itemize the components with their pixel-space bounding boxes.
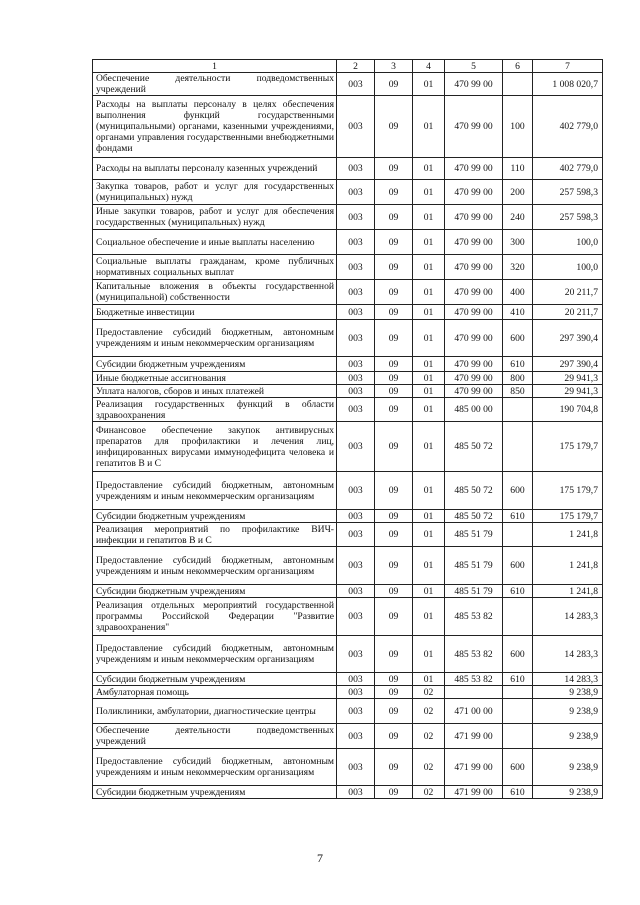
cell-expense-type: 850 — [503, 385, 533, 398]
cell-amount: 1 241,8 — [533, 585, 603, 598]
table-row — [93, 255, 603, 280]
cell-section: 09 — [375, 180, 413, 205]
cell-amount: 100,0 — [533, 230, 603, 255]
table-row — [93, 230, 603, 255]
cell-target-article — [445, 686, 503, 699]
cell-admin-code: 003 — [337, 280, 375, 305]
cell-expense-type — [503, 73, 533, 96]
cell-target-article: 470 99 00 — [445, 158, 503, 180]
cell-expense-type: 610 — [503, 510, 533, 523]
cell-admin-code: 003 — [337, 472, 375, 510]
cell-section: 09 — [375, 724, 413, 749]
cell-admin-code: 003 — [337, 636, 375, 673]
cell-subsection: 01 — [413, 205, 445, 230]
cell-description: Реализация мероприятий по профилактике ВИЧ-инфекции и гепатитов В и С — [93, 523, 337, 547]
cell-target-article: 470 99 00 — [445, 96, 503, 158]
cell-subsection: 01 — [413, 280, 445, 305]
cell-description: Социальные выплаты гражданам, кроме публичных нормативных социальных выплат — [93, 255, 337, 280]
table-row — [93, 398, 603, 422]
cell-expense-type: 200 — [503, 180, 533, 205]
cell-section: 09 — [375, 372, 413, 385]
cell-target-article: 470 99 00 — [445, 357, 503, 372]
table-row — [93, 585, 603, 598]
cell-admin-code: 003 — [337, 598, 375, 636]
cell-description: Уплата налогов, сборов и иных платежей — [93, 385, 337, 398]
cell-amount: 20 211,7 — [533, 305, 603, 320]
cell-target-article: 470 99 00 — [445, 73, 503, 96]
cell-description: Бюджетные инвестиции — [93, 305, 337, 320]
cell-description: Субсидии бюджетным учреждениям — [93, 786, 337, 799]
cell-description: Обеспечение деятельности подведомственных учреждений — [93, 73, 337, 96]
cell-amount: 257 598,3 — [533, 180, 603, 205]
cell-amount: 175 179,7 — [533, 422, 603, 472]
table-row — [93, 472, 603, 510]
cell-admin-code: 003 — [337, 749, 375, 786]
cell-target-article: 470 99 00 — [445, 205, 503, 230]
cell-subsection: 01 — [413, 422, 445, 472]
cell-subsection: 01 — [413, 510, 445, 523]
cell-target-article: 471 00 00 — [445, 699, 503, 724]
table-row — [93, 547, 603, 585]
cell-admin-code: 003 — [337, 510, 375, 523]
cell-description: Предоставление субсидий бюджетным, автономным учреждениям и иным некоммерческим организациям — [93, 547, 337, 585]
cell-expense-type: 320 — [503, 255, 533, 280]
cell-section: 09 — [375, 73, 413, 96]
cell-subsection: 01 — [413, 255, 445, 280]
cell-description: Субсидии бюджетным учреждениям — [93, 357, 337, 372]
header-row — [93, 60, 603, 73]
cell-target-article: 470 99 00 — [445, 320, 503, 357]
cell-admin-code: 003 — [337, 385, 375, 398]
cell-target-article: 471 99 00 — [445, 786, 503, 799]
cell-subsection: 01 — [413, 636, 445, 673]
table-row — [93, 357, 603, 372]
cell-subsection: 01 — [413, 523, 445, 547]
cell-description: Амбулаторная помощь — [93, 686, 337, 699]
cell-admin-code: 003 — [337, 372, 375, 385]
cell-target-article: 485 51 79 — [445, 547, 503, 585]
cell-amount: 9 238,9 — [533, 749, 603, 786]
cell-admin-code: 003 — [337, 585, 375, 598]
cell-admin-code: 003 — [337, 398, 375, 422]
cell-expense-type: 240 — [503, 205, 533, 230]
header-col-2: 2 — [337, 60, 375, 73]
cell-subsection: 01 — [413, 230, 445, 255]
cell-expense-type: 600 — [503, 547, 533, 585]
cell-section: 09 — [375, 786, 413, 799]
cell-section: 09 — [375, 96, 413, 158]
cell-section: 09 — [375, 510, 413, 523]
cell-admin-code: 003 — [337, 724, 375, 749]
cell-subsection: 01 — [413, 357, 445, 372]
header-col-4: 4 — [413, 60, 445, 73]
cell-amount: 402 779,0 — [533, 158, 603, 180]
cell-expense-type: 600 — [503, 749, 533, 786]
cell-target-article: 485 00 00 — [445, 398, 503, 422]
cell-expense-type: 610 — [503, 786, 533, 799]
cell-section: 09 — [375, 320, 413, 357]
cell-target-article: 485 53 82 — [445, 673, 503, 686]
cell-amount: 100,0 — [533, 255, 603, 280]
cell-target-article: 470 99 00 — [445, 180, 503, 205]
table-row — [93, 699, 603, 724]
cell-section: 09 — [375, 636, 413, 673]
cell-admin-code: 003 — [337, 230, 375, 255]
cell-amount: 9 238,9 — [533, 724, 603, 749]
cell-subsection: 02 — [413, 786, 445, 799]
cell-admin-code: 003 — [337, 158, 375, 180]
cell-target-article: 485 51 79 — [445, 523, 503, 547]
cell-admin-code: 003 — [337, 305, 375, 320]
table-row — [93, 673, 603, 686]
cell-description: Закупка товаров, работ и услуг для государственных (муниципальных) нужд — [93, 180, 337, 205]
cell-subsection: 01 — [413, 372, 445, 385]
cell-amount: 257 598,3 — [533, 205, 603, 230]
cell-expense-type — [503, 686, 533, 699]
cell-admin-code: 003 — [337, 699, 375, 724]
cell-subsection: 01 — [413, 398, 445, 422]
cell-admin-code: 003 — [337, 357, 375, 372]
header-col-7: 7 — [533, 60, 603, 73]
cell-description: Расходы на выплаты персоналу казенных учреждений — [93, 158, 337, 180]
header-col-5: 5 — [445, 60, 503, 73]
table-row — [93, 280, 603, 305]
cell-target-article: 471 99 00 — [445, 724, 503, 749]
cell-target-article: 485 50 72 — [445, 472, 503, 510]
cell-admin-code: 003 — [337, 547, 375, 585]
cell-subsection: 01 — [413, 673, 445, 686]
cell-description: Иные закупки товаров, работ и услуг для обеспечения государственных (муниципальных) нужд — [93, 205, 337, 230]
table-row — [93, 180, 603, 205]
cell-description: Предоставление субсидий бюджетным, автономным учреждениям и иным некоммерческим организациям — [93, 749, 337, 786]
cell-description: Субсидии бюджетным учреждениям — [93, 510, 337, 523]
cell-expense-type: 600 — [503, 636, 533, 673]
cell-expense-type: 100 — [503, 96, 533, 158]
cell-target-article: 470 99 00 — [445, 255, 503, 280]
cell-amount: 20 211,7 — [533, 280, 603, 305]
cell-description: Капитальные вложения в объекты государственной (муниципальной) собственности — [93, 280, 337, 305]
table-row — [93, 372, 603, 385]
cell-expense-type — [503, 398, 533, 422]
cell-admin-code: 003 — [337, 673, 375, 686]
cell-admin-code: 003 — [337, 255, 375, 280]
cell-description: Поликлиники, амбулатории, диагностические центры — [93, 699, 337, 724]
cell-target-article: 485 50 72 — [445, 510, 503, 523]
cell-description: Предоставление субсидий бюджетным, автономным учреждениям и иным некоммерческим организациям — [93, 636, 337, 673]
cell-subsection: 01 — [413, 472, 445, 510]
table-row — [93, 422, 603, 472]
cell-expense-type: 610 — [503, 585, 533, 598]
cell-section: 09 — [375, 230, 413, 255]
cell-section: 09 — [375, 523, 413, 547]
cell-expense-type — [503, 724, 533, 749]
cell-expense-type: 610 — [503, 357, 533, 372]
table-row — [93, 686, 603, 699]
cell-expense-type: 410 — [503, 305, 533, 320]
cell-section: 09 — [375, 699, 413, 724]
cell-expense-type — [503, 523, 533, 547]
cell-expense-type — [503, 699, 533, 724]
cell-description: Иные бюджетные ассигнования — [93, 372, 337, 385]
cell-amount: 9 238,9 — [533, 699, 603, 724]
cell-amount: 14 283,3 — [533, 673, 603, 686]
cell-target-article: 485 53 82 — [445, 636, 503, 673]
cell-admin-code: 003 — [337, 180, 375, 205]
cell-description: Расходы на выплаты персоналу в целях обеспечения выполнения функций государственными (муниципальными) органами, казенными учреждениями, органами управления государственными внебюджетными фондами — [93, 96, 337, 158]
table-row — [93, 320, 603, 357]
cell-expense-type: 610 — [503, 673, 533, 686]
cell-subsection: 01 — [413, 547, 445, 585]
cell-description: Субсидии бюджетным учреждениям — [93, 673, 337, 686]
budget-table — [92, 59, 603, 799]
cell-admin-code: 003 — [337, 786, 375, 799]
table-row — [93, 205, 603, 230]
cell-amount: 14 283,3 — [533, 636, 603, 673]
cell-amount: 9 238,9 — [533, 786, 603, 799]
cell-amount: 9 238,9 — [533, 686, 603, 699]
table-row — [93, 73, 603, 96]
cell-target-article: 471 99 00 — [445, 749, 503, 786]
header-col-6: 6 — [503, 60, 533, 73]
cell-amount: 175 179,7 — [533, 510, 603, 523]
cell-expense-type: 300 — [503, 230, 533, 255]
table-row — [93, 598, 603, 636]
cell-section: 09 — [375, 585, 413, 598]
cell-expense-type: 600 — [503, 472, 533, 510]
cell-amount: 297 390,4 — [533, 357, 603, 372]
cell-expense-type: 400 — [503, 280, 533, 305]
cell-section: 09 — [375, 686, 413, 699]
table-row — [93, 510, 603, 523]
cell-subsection: 01 — [413, 598, 445, 636]
cell-section: 09 — [375, 598, 413, 636]
cell-section: 09 — [375, 305, 413, 320]
cell-target-article: 470 99 00 — [445, 385, 503, 398]
cell-amount: 402 779,0 — [533, 96, 603, 158]
cell-expense-type — [503, 422, 533, 472]
cell-amount: 297 390,4 — [533, 320, 603, 357]
cell-section: 09 — [375, 673, 413, 686]
table-body — [93, 73, 603, 799]
cell-admin-code: 003 — [337, 205, 375, 230]
cell-subsection: 02 — [413, 724, 445, 749]
cell-section: 09 — [375, 280, 413, 305]
cell-description: Предоставление субсидий бюджетным, автономным учреждениям и иным некоммерческим организациям — [93, 472, 337, 510]
cell-amount: 29 941,3 — [533, 372, 603, 385]
cell-amount: 190 704,8 — [533, 398, 603, 422]
cell-expense-type: 600 — [503, 320, 533, 357]
cell-amount: 29 941,3 — [533, 385, 603, 398]
table-row — [93, 385, 603, 398]
cell-target-article: 470 99 00 — [445, 280, 503, 305]
table-row — [93, 786, 603, 799]
cell-section: 09 — [375, 472, 413, 510]
cell-section: 09 — [375, 385, 413, 398]
table-row — [93, 158, 603, 180]
cell-admin-code: 003 — [337, 96, 375, 158]
cell-subsection: 01 — [413, 180, 445, 205]
header-col-3: 3 — [375, 60, 413, 73]
table-row — [93, 305, 603, 320]
cell-description: Реализация отдельных мероприятий государственной программы Российской Федерации "Развитие здравоохранения" — [93, 598, 337, 636]
table-row — [93, 749, 603, 786]
cell-amount: 1 008 020,7 — [533, 73, 603, 96]
cell-expense-type: 110 — [503, 158, 533, 180]
cell-admin-code: 003 — [337, 686, 375, 699]
cell-target-article: 470 99 00 — [445, 305, 503, 320]
cell-description: Субсидии бюджетным учреждениям — [93, 585, 337, 598]
cell-section: 09 — [375, 422, 413, 472]
cell-section: 09 — [375, 357, 413, 372]
cell-target-article: 470 99 00 — [445, 230, 503, 255]
cell-target-article: 485 50 72 — [445, 422, 503, 472]
cell-target-article: 485 53 82 — [445, 598, 503, 636]
cell-subsection: 01 — [413, 385, 445, 398]
cell-admin-code: 003 — [337, 73, 375, 96]
page-number: 7 — [317, 851, 323, 865]
cell-section: 09 — [375, 749, 413, 786]
table-row — [93, 523, 603, 547]
cell-admin-code: 003 — [337, 422, 375, 472]
cell-subsection: 01 — [413, 158, 445, 180]
cell-target-article: 485 51 79 — [445, 585, 503, 598]
table-row — [93, 96, 603, 158]
cell-admin-code: 003 — [337, 320, 375, 357]
cell-subsection: 02 — [413, 686, 445, 699]
cell-section: 09 — [375, 158, 413, 180]
cell-description: Финансовое обеспечение закупок антивирусных препаратов для профилактики и лечения лиц, инфицированных вирусами иммунодефицита человека и гепатитов В и С — [93, 422, 337, 472]
cell-expense-type: 800 — [503, 372, 533, 385]
cell-amount: 1 241,8 — [533, 547, 603, 585]
cell-subsection: 01 — [413, 320, 445, 357]
table-row — [93, 636, 603, 673]
cell-subsection: 02 — [413, 749, 445, 786]
table-header — [93, 60, 603, 73]
cell-target-article: 470 99 00 — [445, 372, 503, 385]
cell-subsection: 01 — [413, 305, 445, 320]
cell-amount: 14 283,3 — [533, 598, 603, 636]
cell-section: 09 — [375, 398, 413, 422]
cell-subsection: 02 — [413, 699, 445, 724]
cell-admin-code: 003 — [337, 523, 375, 547]
cell-expense-type — [503, 598, 533, 636]
cell-subsection: 01 — [413, 585, 445, 598]
cell-description: Реализация государственных функций в области здравоохранения — [93, 398, 337, 422]
cell-description: Предоставление субсидий бюджетным, автономным учреждениям и иным некоммерческим организациям — [93, 320, 337, 357]
cell-subsection: 01 — [413, 96, 445, 158]
header-col-1: 1 — [93, 60, 337, 73]
cell-description: Социальное обеспечение и иные выплаты населению — [93, 230, 337, 255]
cell-section: 09 — [375, 255, 413, 280]
cell-amount: 175 179,7 — [533, 472, 603, 510]
cell-section: 09 — [375, 205, 413, 230]
cell-amount: 1 241,8 — [533, 523, 603, 547]
cell-description: Обеспечение деятельности подведомственных учреждений — [93, 724, 337, 749]
cell-subsection: 01 — [413, 73, 445, 96]
table-row — [93, 724, 603, 749]
cell-section: 09 — [375, 547, 413, 585]
